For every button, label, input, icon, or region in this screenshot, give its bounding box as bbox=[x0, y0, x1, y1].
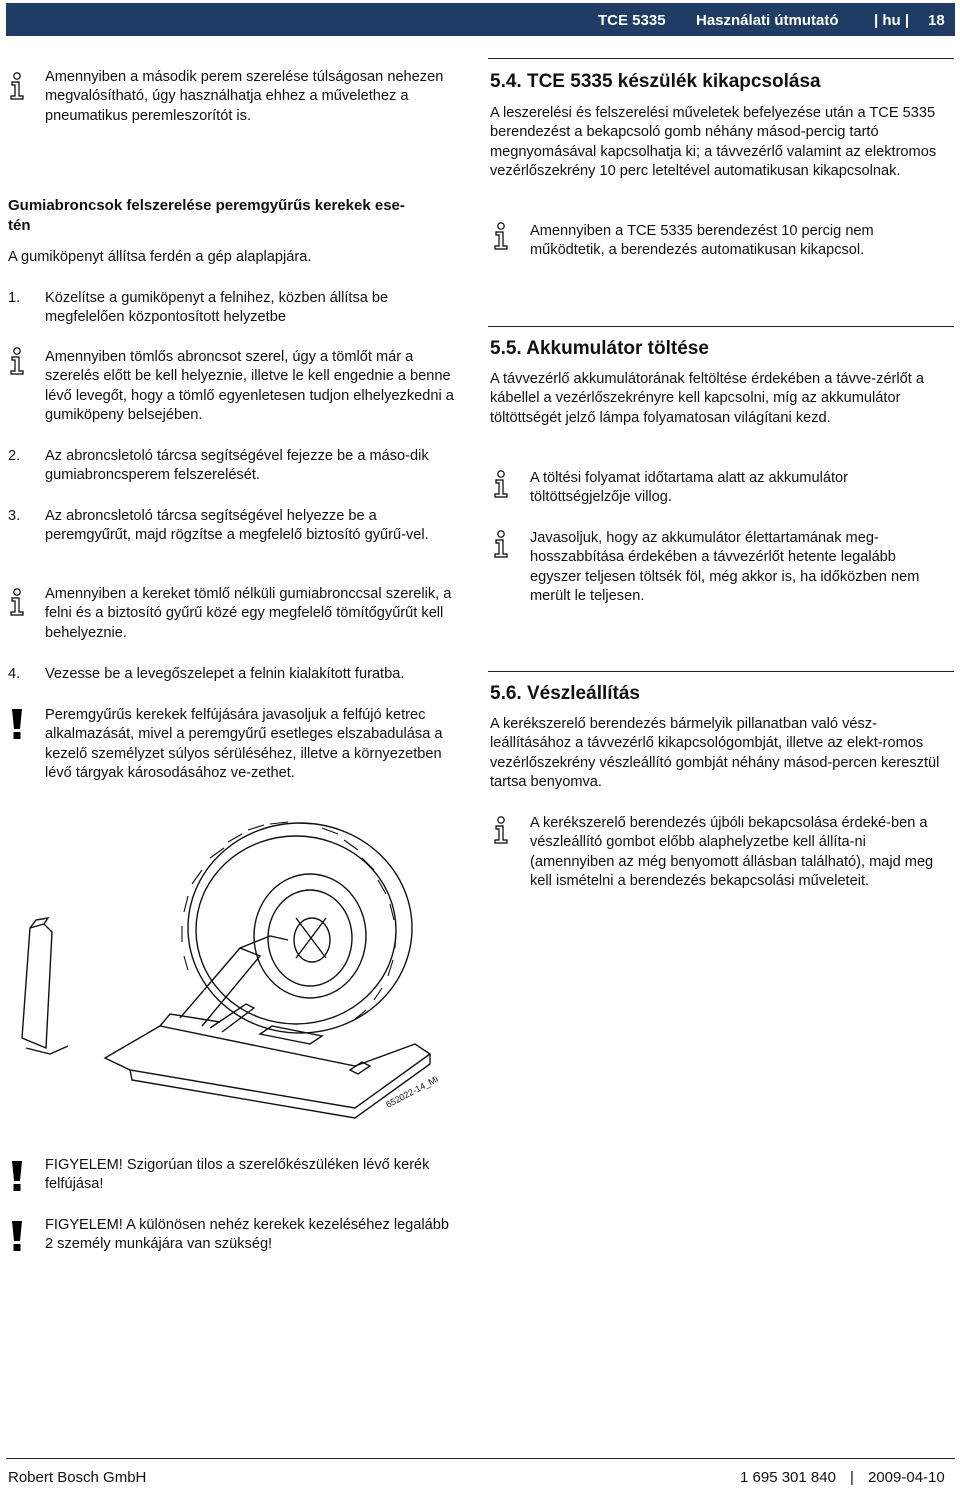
step-number-2: 2. bbox=[8, 448, 21, 464]
page-header bbox=[6, 3, 955, 36]
footer-docnum: 1 695 301 840 bbox=[740, 1469, 836, 1486]
step-1: Közelítse a gumiköpenyt a felnihez, közben állítsa be megfelelően központosított helyzetbe bbox=[45, 290, 389, 326]
header-doc: TCE 5335 bbox=[598, 12, 666, 29]
footer-company: Robert Bosch GmbH bbox=[8, 1469, 147, 1486]
section-5-6-note: A kerékszerelő berendezés újbóli bekapcsolása érdeké-ben a vészleállító gombot előbb alaphelyzetbe kell állíta-ni (amennyiben az még benyomott állásban található), majd meg kell ismételni a berendezés bekapcsolási műveleteit. bbox=[530, 815, 934, 890]
info-icon bbox=[492, 470, 512, 500]
warning-inflation-cage: Peremgyűrűs kerekek felfújására javasoljuk a felfújó ketrec alkalmazását, mivel a peremgyűrű esetleges elszabadulása a kezelő személyzet súlyos sérüléséhez, illetve a környezetben lévő tárgyak károsodásához ve-zethet. bbox=[45, 707, 443, 782]
info-icon bbox=[492, 222, 512, 252]
info-icon bbox=[492, 530, 512, 560]
header-page: 18 bbox=[928, 12, 945, 29]
step-number-4: 4. bbox=[8, 666, 21, 682]
step-4: Vezesse be a levegőszelepet a felnin kialakított furatba. bbox=[45, 666, 405, 682]
note-tubeless: Amennyiben a kereket tömlő nélküli gumiabronccsal szerelik, a felni és a biztosító gyűrű közé egy megfelelő tömítőgyűrűt kell behelyeznie. bbox=[45, 586, 452, 641]
section-5-5-text: A távvezérlő akkumulátorának feltöltése érdekében a távve-zérlőt a kábellel a vezérlőszekrényre kell kapcsolni, míg az akkumulátor töltöttségét jelző lámpa folyamatosan világítani kezd. bbox=[490, 371, 924, 426]
info-icon bbox=[8, 588, 28, 618]
section-rule bbox=[488, 671, 954, 672]
tyre-changer-illustration bbox=[10, 808, 470, 1128]
step-number-3: 3. bbox=[8, 508, 21, 524]
warning-heavy-wheels: FIGYELEM! A különösen nehéz kerekek kezeléséhez legalább 2 személy munkájára van szükség! bbox=[45, 1217, 450, 1253]
info-icon bbox=[492, 816, 512, 846]
section-5-4-note: Amennyiben a TCE 5335 berendezést 10 percig nem működtetik, a berendezés automatikusan kikapcsol. bbox=[530, 223, 874, 259]
section-5-6-text: A kerékszerelő berendezés bármelyik pillanatban való vész-leállításához a távvezérlő kikapcsológombját, illetve az elekt-romos vezérlőszekrény vészleállító gombját néhány másod-percen keresztül tartsa benyomva. bbox=[490, 716, 940, 791]
footer-separator: | bbox=[850, 1469, 854, 1486]
info-icon bbox=[8, 72, 28, 102]
section-5-5-note2: Javasoljuk, hogy az akkumulátor élettartamának meg-hosszabbítása érdekében a távvezérlőt hetente legalább egyszer teljesen töltsék föl, még akkor is, ha időközben nem merült le teljesen. bbox=[530, 530, 920, 605]
header-lang: | hu | bbox=[874, 12, 910, 29]
header-title: Használati útmutató bbox=[696, 12, 839, 29]
section-heading-line2: tén bbox=[8, 217, 31, 234]
section-5-5-note1: A töltési folyamat időtartama alatt az akkumulátor töltöttségjelzője villog. bbox=[530, 470, 848, 506]
section-5-5-title: 5.5. Akkumulátor töltése bbox=[490, 338, 709, 359]
section-rule bbox=[488, 58, 954, 59]
warning-icon bbox=[10, 708, 24, 740]
section-intro: A gumiköpenyt állítsa ferdén a gép alaplapjára. bbox=[8, 249, 312, 265]
section-heading-line1: Gumiabroncsok felszerelése peremgyűrűs kerekek ese- bbox=[8, 197, 405, 214]
note-second-bead: Amennyiben a második perem szerelése túlságosan nehezen megvalósítható, úgy használhatja ehhez a művelethez a pneumatikus peremleszorítót is. bbox=[45, 69, 444, 124]
section-rule bbox=[488, 326, 954, 327]
section-5-6-title: 5.6. Vészleállítás bbox=[490, 683, 640, 704]
info-icon bbox=[8, 347, 28, 377]
section-5-4-title: 5.4. TCE 5335 készülék kikapcsolása bbox=[490, 71, 821, 92]
section-5-4-text: A leszerelési és felszerelési műveletek befelyezése után a TCE 5335 berendezést a bekapcsoló gomb néhány másod-percig tartó megnyomásával kapcsolhatja ki; a távvezérlő valamint az elektromos vezérlőszekrény 10 perc leteltével automatikusan kikapcsolnak. bbox=[490, 105, 937, 180]
step-2: Az abroncsletoló tárcsa segítségével fejezze be a máso-dik gumiabroncsperem felszerelését. bbox=[45, 448, 429, 484]
warning-icon bbox=[10, 1160, 24, 1192]
warning-no-inflation: FIGYELEM! Szigorúan tilos a szerelőkészüléken lévő kerék felfújása! bbox=[45, 1157, 430, 1193]
note-tube-tyre: Amennyiben tömlős abroncsot szerel, úgy a tömlőt már a szerelés előtt be kell helyeznie, illetve le kell engednie a benne lévő levegőt, hogy a tömlő egyenletesen tudjon elhelyezkedni a gumiköpeny belsejében. bbox=[45, 349, 454, 424]
warning-icon bbox=[10, 1220, 24, 1252]
footer-date: 2009-04-10 bbox=[868, 1469, 945, 1486]
footer-rule bbox=[6, 1458, 955, 1459]
step-number-1: 1. bbox=[8, 290, 21, 306]
step-3: Az abroncsletoló tárcsa segítségével helyezze be a peremgyűrűt, majd rögzítse a megfelelő biztosító gyűrű-vel. bbox=[45, 508, 429, 544]
figure-code: 652022-14_Mi bbox=[384, 1073, 440, 1110]
